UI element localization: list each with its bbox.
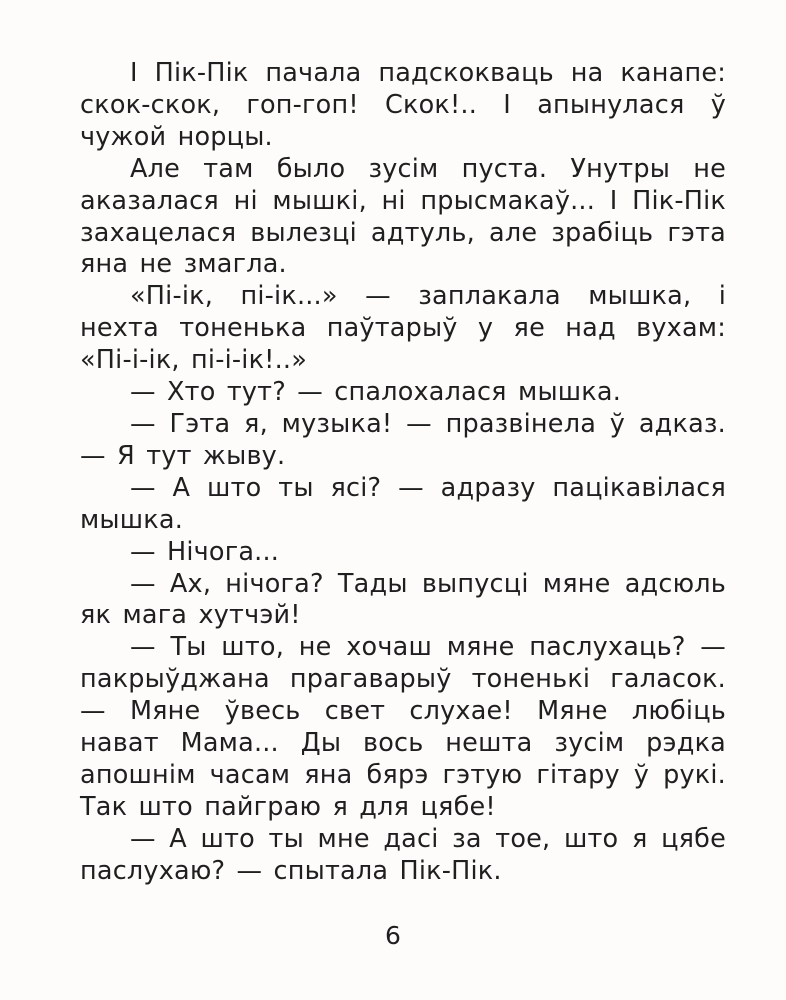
paragraph: — Хто тут? — спалохалася мышка. <box>130 377 622 408</box>
paragraph: — А што ты мне дасі за тое, што я цябе паслухаю? — спытала Пік-Пік. <box>80 823 726 886</box>
paragraph: — Ты што, не хочаш мяне паслухаць? — пакрыўджана прагаварыў тоненькі галасок. — Мяне ўвесь свет слухае! Мяне любіць нават Мама... Ды вось нешта зусім рэдка апошнім часам яна бярэ гэтую гітару ў рукі. Так што пайграю я для цябе! <box>80 632 726 822</box>
page-body <box>80 58 726 888</box>
paragraph: Але там было зусім пуста. Унутры не аказалася ні мышкі, ні прысмакаў... І Пік-Пік захацелася вылезці адтуль, але зрабіць гэта яна не змагла. <box>80 153 726 280</box>
paragraph: — Ах, нічога? Тады выпусці мяне адсюль як мага хутчэй! <box>80 568 726 631</box>
paragraph: — А што ты ясі? — адразу пацікавілася мышка. <box>80 472 726 535</box>
paragraph: — Нічога... <box>130 536 280 567</box>
paragraph: — Гэта я, музыка! — празвінела ў адказ. — Я тут жыву. <box>80 408 726 471</box>
page-number: 6 <box>385 921 401 950</box>
paragraph: І Пік-Пік пачала падскокваць на канапе: скок-скок, гоп-гоп! Скок!.. І апынулася ў чужой норцы. <box>80 58 726 152</box>
paragraph: «Пі-ік, пі-ік...» — заплакала мышка, і нехта тоненька паўтарыў у яе над вухам: «Пі-і-ік, пі-і-ік!..» <box>80 281 726 376</box>
